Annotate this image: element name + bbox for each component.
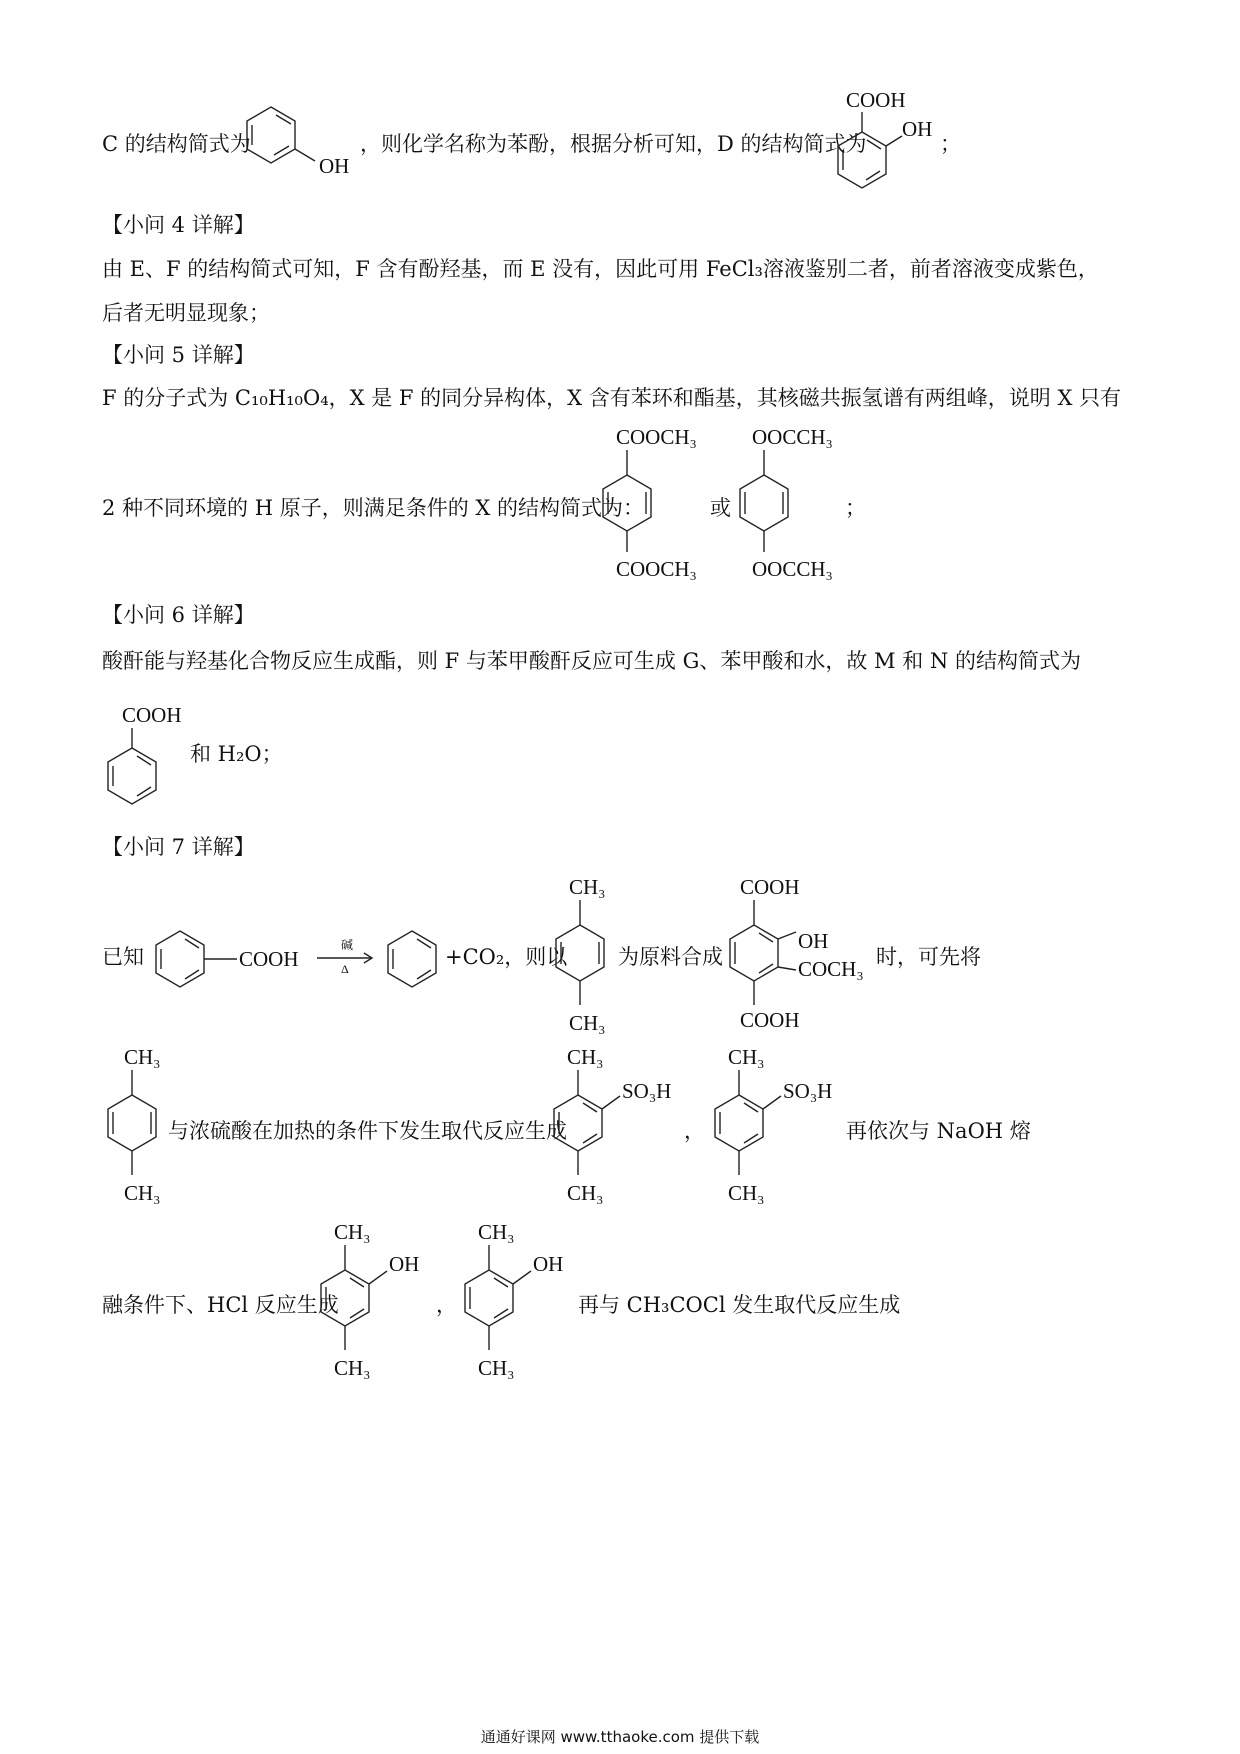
c-name-text: ，则化学名称为苯酚，根据分析可知，D 的结构简式为 [360, 132, 867, 156]
target-acetyl-label: COCH₃ [798, 957, 864, 981]
q5-line1: F 的分子式为 C₁₀H₁₀O₄，X 是 F 的同分异构体，X 含有苯环和酯基，其核磁共振氢谱有两组峰，说明 X 只有 [102, 386, 1122, 410]
svg-text:CH₃: CH₃ [124, 1045, 161, 1069]
so3h-label: SO₃H [622, 1079, 672, 1103]
q7-row2-text2: 再依次与 NaOH 熔 [846, 1119, 1031, 1143]
xylenesulfonic-acid-structure [545, 1040, 685, 1210]
q5-line2: 2 种不同环境的 H 原子，则满足条件的 X 的结构简式为： [102, 496, 644, 520]
q6-heading: 【小问 6 详解】 [102, 603, 255, 627]
q5-heading: 【小问 5 详解】 [102, 343, 255, 367]
page-footer: 通通好课网 www.tthaoke.com 提供下载 [480, 1728, 760, 1746]
phenol-oh-label: OH [319, 154, 350, 178]
q7-row3-text2: 再与 CH₃COCl 发生取代反应生成 [578, 1293, 901, 1317]
salicylic-cooh-label: COOH [846, 88, 906, 112]
target-top-cooh: COOH [740, 875, 800, 899]
mol2-bottom-label: OOCCH₃ [752, 557, 833, 581]
q4-heading: 【小问 4 详解】 [102, 213, 255, 237]
q4-line1: 由 E、F 的结构简式可知，F 含有酚羟基，而 E 没有，因此可用 FeCl₃溶液鉴别二者，前者溶液变成紫色， [102, 257, 1099, 281]
svg-text:SO₃H: SO₃H [783, 1079, 833, 1103]
dimethylphenol-structure-2 [456, 1215, 596, 1385]
svg-text:CH₃: CH₃ [124, 1181, 161, 1205]
svg-text:CH₃: CH₃ [567, 1181, 604, 1205]
c-structure-text: C 的结构简式为 [102, 132, 251, 156]
xylene-top-label: CH₃ [569, 875, 606, 899]
svg-text:CH₃: CH₃ [478, 1220, 515, 1244]
phenol-structure [240, 95, 360, 185]
xylenesulfonic-acid-structure-2 [706, 1040, 846, 1210]
target-oh-label: OH [798, 929, 829, 953]
svg-text:CH₃: CH₃ [567, 1045, 604, 1069]
q4-line2: 后者无明显现象； [102, 301, 270, 325]
q6-line1: 酸酐能与羟基化合物反应生成酯，则 F 与苯甲酸酐反应可生成 G、苯甲酸和水，故 M 和 N 的结构简式为 [102, 649, 1081, 673]
xylene-bottom-label: CH₃ [569, 1011, 606, 1035]
svg-text:CH₃: CH₃ [728, 1181, 765, 1205]
mol1-top-label: COOCH₃ [616, 425, 697, 449]
decarboxylation-reaction [145, 925, 475, 993]
svg-text:CH₃: CH₃ [478, 1356, 515, 1380]
q7-row3-text1: 融条件下、HCl 反应生成 [102, 1293, 339, 1317]
svg-text:OH: OH [533, 1252, 564, 1276]
svg-text:CH₃: CH₃ [334, 1220, 371, 1244]
q7-heading: 【小问 7 详解】 [102, 835, 255, 859]
salicylic-oh-label: OH [902, 117, 933, 141]
salicylic-acid-structure [826, 82, 956, 197]
hydroquinone-diacetate-structure [738, 420, 858, 585]
arrow-top-label: 碱 [341, 938, 354, 952]
phenol-oh: OH [389, 1252, 420, 1276]
svg-text:CH₃: CH₃ [728, 1045, 765, 1069]
target-bottom-cooh: COOH [740, 1008, 800, 1032]
q6-tail: 和 H₂O； [190, 742, 283, 766]
svg-text:CH₃: CH₃ [334, 1356, 371, 1380]
benzoic-acid-structure [100, 698, 200, 810]
p-xylene-structure [545, 870, 625, 1040]
benzoic-cooh-label: COOH [122, 703, 182, 727]
q7-row2-text1: 与浓硫酸在加热的条件下发生取代反应生成 [168, 1119, 567, 1143]
mol1-bottom-label: COOCH₃ [616, 557, 697, 581]
target-molecule-structure [718, 870, 883, 1040]
terephthalate-structure [598, 420, 718, 585]
arrow-bottom-label: Δ [341, 962, 349, 976]
mol2-top-label: OOCCH₃ [752, 425, 833, 449]
dimethylphenol-structure [312, 1215, 452, 1385]
reactant-cooh-label: COOH [239, 947, 299, 971]
